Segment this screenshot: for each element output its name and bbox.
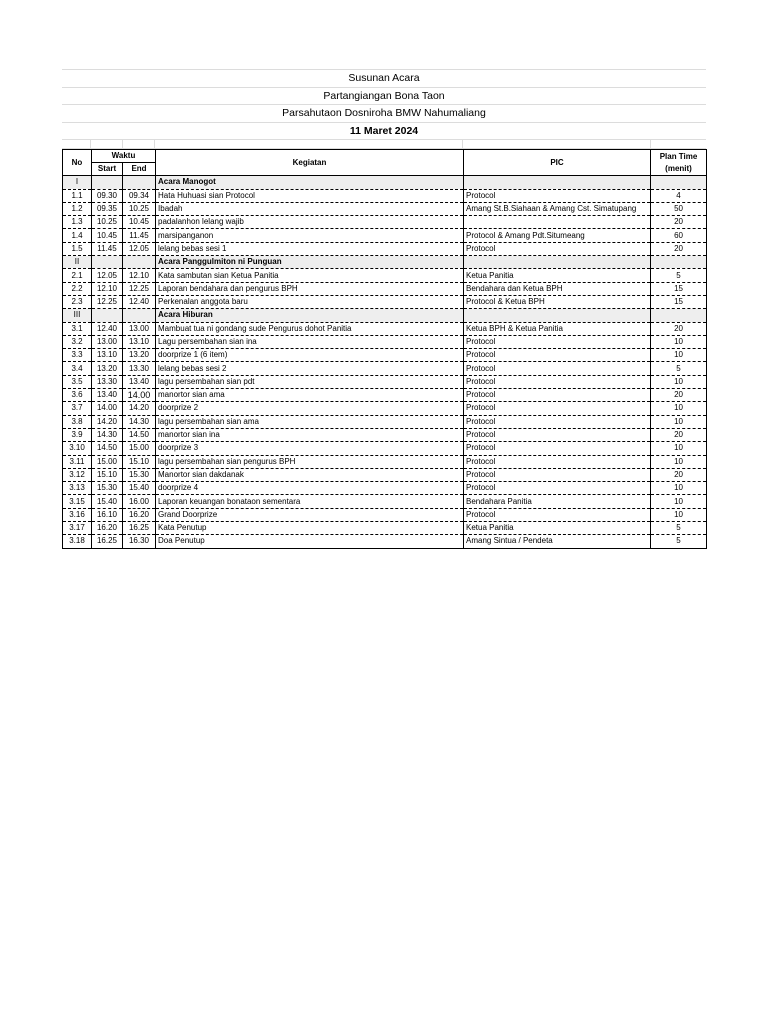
col-start: Start xyxy=(92,163,123,176)
table-row xyxy=(63,415,707,428)
section-start xyxy=(92,176,123,189)
cell-plan-time: 10 xyxy=(651,375,707,388)
section-title: Acara Panggulmiton ni Punguan xyxy=(156,256,464,269)
cell-start: 12.25 xyxy=(92,295,123,308)
col-no: No xyxy=(63,150,92,176)
cell-end: 13.40 xyxy=(123,375,156,388)
cell-no: 3.11 xyxy=(63,455,92,468)
cell-plan-time: 60 xyxy=(651,229,707,242)
cell-kegiatan: Lagu persembahan sian ina xyxy=(156,335,464,348)
cell-start: 13.00 xyxy=(92,335,123,348)
cell-end: 15.40 xyxy=(123,482,156,495)
cell-start: 11.45 xyxy=(92,242,123,255)
cell-pic: Protocol xyxy=(464,362,651,375)
cell-no: 3.8 xyxy=(63,415,92,428)
cell-pic: Protocol xyxy=(464,242,651,255)
section-pic xyxy=(464,256,651,269)
cell-plan-time: 5 xyxy=(651,522,707,535)
cell-pic: Amang Sintua / Pendeta xyxy=(464,535,651,548)
cell-no: 3.3 xyxy=(63,349,92,362)
table-row xyxy=(63,535,707,548)
cell-pic: Protocol xyxy=(464,375,651,388)
cell-kegiatan: doorprize 3 xyxy=(156,442,464,455)
table-row xyxy=(63,455,707,468)
table-row xyxy=(63,522,707,535)
cell-pic: Protocol xyxy=(464,415,651,428)
table-row xyxy=(63,402,707,415)
section-title: Acara Manogot xyxy=(156,176,464,189)
table-body xyxy=(63,176,707,548)
cell-end: 14.00 xyxy=(123,389,156,402)
cell-no: 3.6 xyxy=(63,389,92,402)
cell-end: 13.10 xyxy=(123,335,156,348)
section-plan xyxy=(651,176,707,189)
cell-pic: Protocol xyxy=(464,482,651,495)
table-row xyxy=(63,468,707,481)
table-row xyxy=(63,216,707,229)
cell-start: 09.35 xyxy=(92,202,123,215)
table-row xyxy=(63,362,707,375)
cell-kegiatan: lelang bebas sesi 2 xyxy=(156,362,464,375)
cell-plan-time: 15 xyxy=(651,282,707,295)
cell-pic: Protocol xyxy=(464,349,651,362)
section-pic xyxy=(464,309,651,322)
cell-no: 1.1 xyxy=(63,189,92,202)
section-row xyxy=(63,176,707,189)
cell-kegiatan: Kata Penutup xyxy=(156,522,464,535)
cell-plan-time: 5 xyxy=(651,362,707,375)
section-row xyxy=(63,309,707,322)
cell-no: 3.18 xyxy=(63,535,92,548)
cell-kegiatan: lelang bebas sesi 1 xyxy=(156,242,464,255)
cell-no: 2.3 xyxy=(63,295,92,308)
cell-kegiatan: lagu persembahan sian pengurus BPH xyxy=(156,455,464,468)
cell-plan-time: 10 xyxy=(651,508,707,521)
cell-kegiatan: lagu persembahan sian ama xyxy=(156,415,464,428)
cell-no: 3.10 xyxy=(63,442,92,455)
cell-end: 15.10 xyxy=(123,455,156,468)
cell-pic: Bendahara dan Ketua BPH xyxy=(464,282,651,295)
table-row xyxy=(63,242,707,255)
cell-kegiatan: Hata Huhuasi sian Protocol xyxy=(156,189,464,202)
cell-no: 2.2 xyxy=(63,282,92,295)
cell-end: 11.45 xyxy=(123,229,156,242)
plan-time-label: Plan Time xyxy=(659,151,698,161)
cell-end: 10.45 xyxy=(123,216,156,229)
cell-start: 16.25 xyxy=(92,535,123,548)
cell-start: 12.05 xyxy=(92,269,123,282)
cell-end: 16.20 xyxy=(123,508,156,521)
table-row xyxy=(63,282,707,295)
cell-plan-time: 20 xyxy=(651,216,707,229)
cell-no: 3.16 xyxy=(63,508,92,521)
cell-no: 3.5 xyxy=(63,375,92,388)
cell-no: 3.17 xyxy=(63,522,92,535)
cell-end: 13.30 xyxy=(123,362,156,375)
cell-start: 12.40 xyxy=(92,322,123,335)
cell-plan-time: 10 xyxy=(651,335,707,348)
cell-no: 3.15 xyxy=(63,495,92,508)
cell-no: 1.3 xyxy=(63,216,92,229)
cell-plan-time: 10 xyxy=(651,482,707,495)
cell-start: 15.10 xyxy=(92,468,123,481)
cell-start: 16.10 xyxy=(92,508,123,521)
table-row xyxy=(63,495,707,508)
cell-kegiatan: Perkenalan anggota baru xyxy=(156,295,464,308)
cell-no: 3.7 xyxy=(63,402,92,415)
table-row xyxy=(63,322,707,335)
cell-pic: Protocol xyxy=(464,402,651,415)
cell-start: 13.40 xyxy=(92,389,123,402)
cell-end: 16.30 xyxy=(123,535,156,548)
section-number: I xyxy=(63,176,92,189)
cell-end: 12.40 xyxy=(123,295,156,308)
table-row xyxy=(63,295,707,308)
cell-start: 14.20 xyxy=(92,415,123,428)
cell-plan-time: 10 xyxy=(651,349,707,362)
event-date: 11 Maret 2024 xyxy=(62,122,706,140)
table-row xyxy=(63,375,707,388)
cell-kegiatan: Grand Doorprize xyxy=(156,508,464,521)
cell-plan-time: 10 xyxy=(651,402,707,415)
cell-pic: Protocol xyxy=(464,508,651,521)
cell-start: 15.00 xyxy=(92,455,123,468)
table-row xyxy=(63,482,707,495)
cell-plan-time: 5 xyxy=(651,535,707,548)
cell-pic: Protocol xyxy=(464,389,651,402)
cell-no: 3.13 xyxy=(63,482,92,495)
cell-end: 12.10 xyxy=(123,269,156,282)
cell-start: 09.30 xyxy=(92,189,123,202)
col-pic: PIC xyxy=(464,150,651,176)
table-row xyxy=(63,428,707,441)
cell-end: 13.00 xyxy=(123,322,156,335)
cell-pic: Amang St.B.Siahaan & Amang Cst. Simatupang xyxy=(464,202,651,215)
cell-end: 16.00 xyxy=(123,495,156,508)
cell-start: 10.25 xyxy=(92,216,123,229)
cell-end: 12.05 xyxy=(123,242,156,255)
table-row xyxy=(63,389,707,402)
organization-name: Parsahutaon Dosniroha BMW Nahumaliang xyxy=(62,104,706,122)
cell-plan-time: 10 xyxy=(651,442,707,455)
cell-plan-time: 10 xyxy=(651,495,707,508)
cell-end: 14.30 xyxy=(123,415,156,428)
section-start xyxy=(92,309,123,322)
cell-no: 2.1 xyxy=(63,269,92,282)
table-row xyxy=(63,202,707,215)
table-row xyxy=(63,335,707,348)
cell-no: 1.2 xyxy=(63,202,92,215)
cell-end: 09.34 xyxy=(123,189,156,202)
cell-pic: Protocol xyxy=(464,442,651,455)
cell-no: 3.4 xyxy=(63,362,92,375)
table-row xyxy=(63,229,707,242)
cell-end: 14.20 xyxy=(123,402,156,415)
table-row xyxy=(63,269,707,282)
cell-no: 3.9 xyxy=(63,428,92,441)
cell-pic: Protocol & Amang Pdt.Situmeang xyxy=(464,229,651,242)
cell-start: 15.30 xyxy=(92,482,123,495)
cell-end: 14.50 xyxy=(123,428,156,441)
col-kegiatan: Kegiatan xyxy=(156,150,464,176)
cell-end: 12.25 xyxy=(123,282,156,295)
cell-no: 1.5 xyxy=(63,242,92,255)
cell-end: 15.00 xyxy=(123,442,156,455)
cell-plan-time: 20 xyxy=(651,428,707,441)
section-pic xyxy=(464,176,651,189)
cell-pic: Ketua Panitia xyxy=(464,269,651,282)
cell-kegiatan: Mambuat tua ni gondang sude Pengurus dohot Panitia xyxy=(156,322,464,335)
cell-pic: Ketua BPH & Ketua Panitia xyxy=(464,322,651,335)
cell-start: 14.00 xyxy=(92,402,123,415)
cell-no: 3.12 xyxy=(63,468,92,481)
cell-kegiatan: lagu persembahan sian pdt xyxy=(156,375,464,388)
table-header xyxy=(63,150,707,176)
table-row xyxy=(63,442,707,455)
cell-start: 13.20 xyxy=(92,362,123,375)
cell-start: 13.10 xyxy=(92,349,123,362)
col-waktu: Waktu xyxy=(92,150,156,163)
section-title: Acara Hiburan xyxy=(156,309,464,322)
cell-no: 3.1 xyxy=(63,322,92,335)
section-end xyxy=(123,256,156,269)
cell-plan-time: 5 xyxy=(651,269,707,282)
cell-start: 16.20 xyxy=(92,522,123,535)
cell-start: 14.30 xyxy=(92,428,123,441)
cell-kegiatan: padalanhon lelang wajib xyxy=(156,216,464,229)
cell-kegiatan: Laporan bendahara dan pengurus BPH xyxy=(156,282,464,295)
cell-plan-time: 20 xyxy=(651,468,707,481)
cell-plan-time: 15 xyxy=(651,295,707,308)
section-plan xyxy=(651,309,707,322)
cell-start: 12.10 xyxy=(92,282,123,295)
cell-start: 13.30 xyxy=(92,375,123,388)
cell-plan-time: 50 xyxy=(651,202,707,215)
cell-pic: Protocol xyxy=(464,455,651,468)
cell-end: 16.25 xyxy=(123,522,156,535)
spacer-row xyxy=(62,139,706,149)
plan-time-unit: (menit) xyxy=(665,163,692,173)
cell-kegiatan: manortor sian ina xyxy=(156,428,464,441)
cell-kegiatan: manortor sian ama xyxy=(156,389,464,402)
cell-start: 14.50 xyxy=(92,442,123,455)
cell-kegiatan: marsipanganon xyxy=(156,229,464,242)
cell-end: 15.30 xyxy=(123,468,156,481)
table-row xyxy=(63,189,707,202)
cell-no: 3.2 xyxy=(63,335,92,348)
cell-pic: Protocol xyxy=(464,428,651,441)
cell-end: 13.20 xyxy=(123,349,156,362)
col-plan-time xyxy=(651,150,707,176)
section-plan xyxy=(651,256,707,269)
cell-kegiatan: doorprize 2 xyxy=(156,402,464,415)
table-row xyxy=(63,508,707,521)
cell-kegiatan: Doa Penutup xyxy=(156,535,464,548)
schedule-sheet xyxy=(62,69,706,549)
section-end xyxy=(123,309,156,322)
cell-pic: Protocol xyxy=(464,189,651,202)
cell-start: 15.40 xyxy=(92,495,123,508)
section-start xyxy=(92,256,123,269)
cell-kegiatan: Laporan keuangan bonataon sementara xyxy=(156,495,464,508)
cell-pic: Bendahara Panitia xyxy=(464,495,651,508)
cell-plan-time: 20 xyxy=(651,389,707,402)
cell-kegiatan: Manortor sian dakdanak xyxy=(156,468,464,481)
schedule-table xyxy=(62,149,707,549)
cell-kegiatan: doorprize 4 xyxy=(156,482,464,495)
table-row xyxy=(63,349,707,362)
col-end: End xyxy=(123,163,156,176)
cell-pic: Protocol xyxy=(464,468,651,481)
event-name: Partangiangan Bona Taon xyxy=(62,87,706,105)
cell-pic xyxy=(464,216,651,229)
cell-start: 10.45 xyxy=(92,229,123,242)
section-number: III xyxy=(63,309,92,322)
section-number: II xyxy=(63,256,92,269)
section-row xyxy=(63,256,707,269)
title-block xyxy=(62,69,706,149)
cell-kegiatan: Kata sambutan sian Ketua Panitia xyxy=(156,269,464,282)
document-title: Susunan Acara xyxy=(62,69,706,87)
cell-plan-time: 20 xyxy=(651,322,707,335)
section-end xyxy=(123,176,156,189)
cell-pic: Protocol & Ketua BPH xyxy=(464,295,651,308)
cell-plan-time: 10 xyxy=(651,415,707,428)
cell-plan-time: 4 xyxy=(651,189,707,202)
cell-no: 1.4 xyxy=(63,229,92,242)
cell-kegiatan: doorprize 1 (6 item) xyxy=(156,349,464,362)
cell-pic: Ketua Panitia xyxy=(464,522,651,535)
cell-pic: Protocol xyxy=(464,335,651,348)
cell-end: 10.25 xyxy=(123,202,156,215)
cell-kegiatan: Ibadah xyxy=(156,202,464,215)
cell-plan-time: 20 xyxy=(651,242,707,255)
cell-plan-time: 10 xyxy=(651,455,707,468)
